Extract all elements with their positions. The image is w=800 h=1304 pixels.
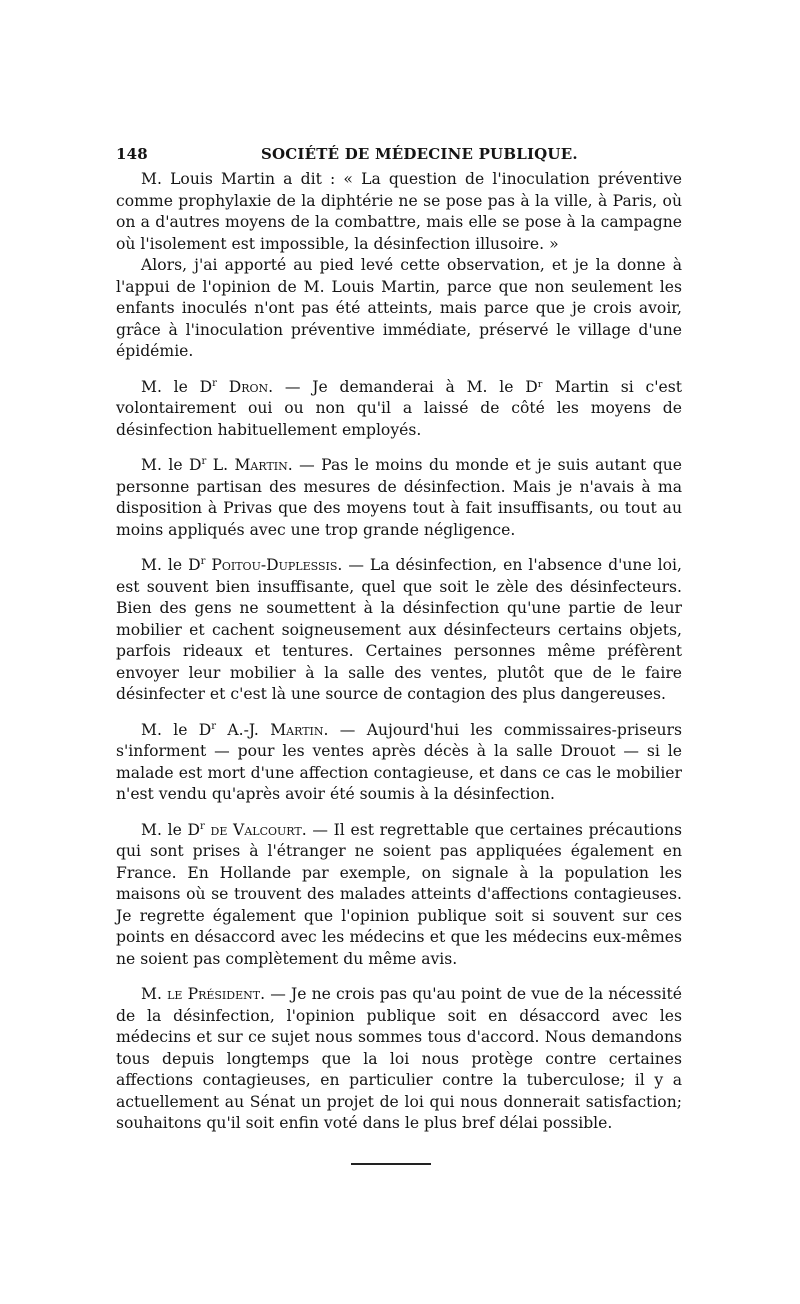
speech-president <box>116 984 682 1135</box>
paragraph-observation: Alors, j'ai apporté au pied levé cette observation, et je la donne à l'appui de l'opinion de M. Louis Martin, parce que non seulement les enfants inoculés n'ont pas été atteints, mais parce que je crois avoir, grâce à l'inoculation préventive immédiate, préservé le village d'une épidémie. <box>116 256 682 360</box>
speech-poitou-duplessis <box>116 555 682 706</box>
speaker-sup: r <box>212 377 217 389</box>
speaker-prefix: M. le D <box>141 720 212 739</box>
speaker-sup: r <box>200 820 205 832</box>
speaker-prefix: M. le D <box>141 556 201 574</box>
speaker-prefix: M. le D <box>141 377 213 396</box>
speaker-name: L. Martin. <box>212 456 293 474</box>
speaker-name: Dron. <box>228 377 274 396</box>
running-title: SOCIÉTÉ DE MÉDECINE PUBLIQUE. <box>261 145 578 163</box>
speech-text: — La désinfection, en l'absence d'une loi, est souvent bien insuffisante, quel que soit le zèle des désinfecteurs. Bien des gens ne soumettent à la désinfection qu'une partie de leur mobilier et cachent soigneusement aux désinfecteurs certains objets, parfois rideaux et tentures. Certaines personnes même préfèrent envoyer leur mobilier à la salle des ventes, plutôt que de le faire désinfecter et c'est là une source de contagion des plus dangereuses. <box>116 556 682 703</box>
document-page <box>116 143 682 1165</box>
speaker-sup: r <box>211 720 217 732</box>
speech-text: — Pas le moins du monde et je suis autant que personne partisan des mesures de désinfection. Mais je n'avais à ma disposition à Privas que des moyens tout à fait insuffisants, ou tout au moins appliqués avec une trop grande négligence. <box>116 456 682 539</box>
speaker-name: Poitou-Duplessis. <box>211 556 343 574</box>
speech-aj-martin <box>116 720 682 806</box>
speaker-sup: r <box>200 555 206 567</box>
speech-text: — Je demanderai à M. le Dʳ Martin si c'est volontairement oui ou non qu'il a laissé de côté les moyens de désinfection habituellement employés. <box>116 377 682 439</box>
speaker-prefix: M. le D <box>141 456 202 474</box>
running-head <box>116 143 682 169</box>
speech-de-valcourt <box>116 820 682 971</box>
speaker-prefix: M. le D <box>141 820 201 839</box>
speaker-name: de Valcourt. <box>210 820 307 839</box>
speech-l-martin <box>116 455 682 541</box>
speaker-sup: r <box>201 455 207 467</box>
page-number: 148 <box>116 145 148 163</box>
speaker-name: le Président. <box>167 985 266 1003</box>
speech-text: — Il est regrettable que certaines précautions qui sont prises à l'étranger ne soient pas appliquées également en France. En Hollande par exemple, on signale à la population les maisons où se trouvent des malades atteints d'affections contagieuses. Je regrette également que l'opinion publique soit si souvent sur ces points en désaccord avec les médecins et que les médecins eux-mêmes ne soient pas complètement du même avis. <box>116 820 683 968</box>
speech-text: — Aujourd'hui les commissaires-priseurs s'informent — pour les ventes après décès à la salle Drouot — si le malade est mort d'une affection contagieuse, et dans ce cas le mobilier n'est vendu qu'après avoir été soumis à la désinfection. <box>116 720 682 803</box>
speaker-name: A.-J. Martin. <box>227 720 329 739</box>
section-end-rule <box>351 1163 431 1165</box>
paragraph-quote-louis-martin: M. Louis Martin a dit : « La question de l'inoculation préventive comme prophylaxie de la diphtérie ne se pose pas à la ville, à Paris, où on a d'autres moyens de la combattre, mais elle se pose à la campagne où l'isolement est impossible, la désinfection illusoire. » <box>116 170 682 253</box>
speech-dron <box>116 377 682 442</box>
speaker-prefix: M. <box>141 985 168 1003</box>
speech-text: — Je ne crois pas qu'au point de vue de la nécessité de la désinfection, l'opinion publique soit en désaccord avec les médecins et sur ce sujet nous sommes tous d'accord. Nous demandons tous depuis longtemps que la loi nous protège contre certaines affections contagieuses, en particulier contre la tuberculose; il y a actuellement au Sénat un projet de loi qui nous donnerait satisfaction; souhaitons qu'il soit enfin voté dans le plus bref délai possible. <box>116 985 682 1132</box>
